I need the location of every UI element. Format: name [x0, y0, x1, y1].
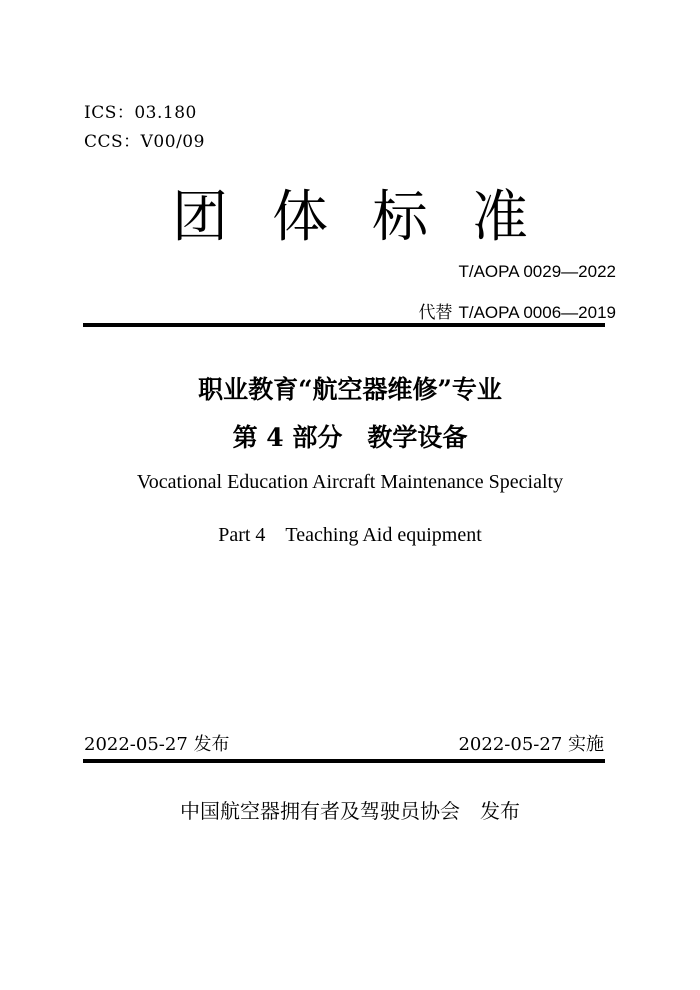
ccs-code: CCS：V00/09	[84, 132, 205, 152]
implementation-date: 2022-05-27 实施	[458, 734, 604, 755]
document-type-title: 团体标准	[172, 185, 572, 250]
title-cn-line1: 职业教育“航空器维修”专业	[198, 375, 502, 404]
title-cn-line2: 第 4 部分 教学设备	[232, 423, 468, 452]
top-divider	[83, 323, 605, 327]
title-en-line2: Part 4 Teaching Aid equipment	[218, 524, 482, 546]
ics-code: ICS：03.180	[84, 103, 197, 123]
replaces-label: 代替	[418, 303, 453, 323]
bottom-divider	[83, 759, 605, 763]
publish-date: 2022-05-27 发布	[84, 734, 230, 755]
replaces-number: T/AOPA 0006—2019	[458, 303, 616, 322]
replaces-standard	[418, 298, 616, 323]
standard-number: T/AOPA 0029—2022	[458, 262, 616, 281]
publisher: 中国航空器拥有者及驾驶员协会 发布	[180, 799, 520, 823]
title-en-line1: Vocational Education Aircraft Maintenance Specialty	[136, 471, 564, 493]
